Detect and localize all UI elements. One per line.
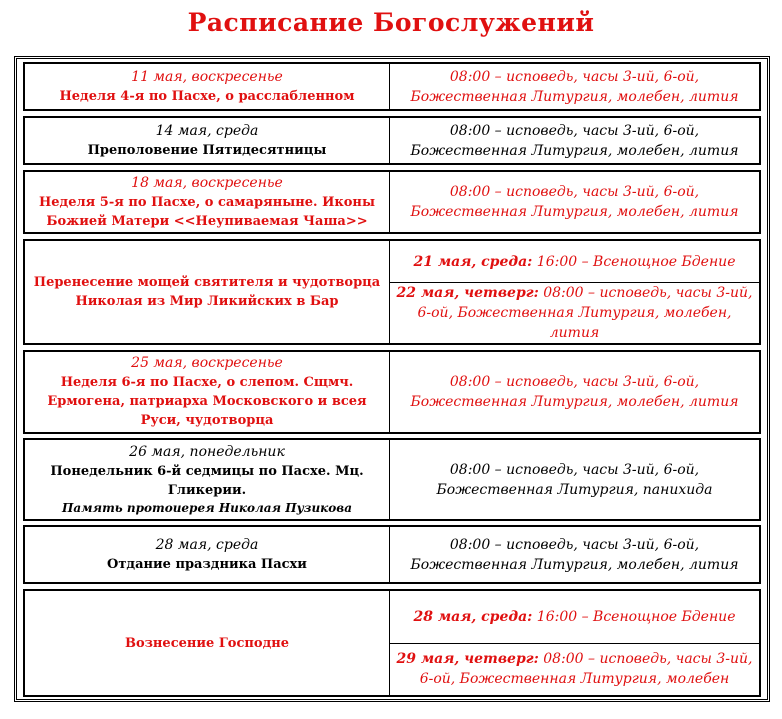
- day-cell: [25, 527, 390, 582]
- memorial-note: Память протоиерея Николая Пузикова: [62, 500, 352, 515]
- day-cell: [25, 352, 390, 432]
- services-text: 08:00 – исповедь, часы 3-ий, 6-ой, Божественная Литургия, молебен, лития: [410, 122, 739, 159]
- service-detail: 16:00 – Всенощное Бдение: [532, 253, 736, 270]
- service-day: 29 мая, четверг:: [396, 651, 539, 668]
- feast-title: Неделя 5-я по Пасхе, о самаряныне. Иконы Божией Матери <<Неупиваемая Чаша>>: [39, 194, 375, 229]
- date-text: 28 мая, среда: [155, 536, 259, 553]
- services-text: 08:00 – исповедь, часы 3-ий, 6-ой, Божественная Литургия, молебен, лития: [410, 68, 739, 105]
- feast-title: Понедельник 6-й седмицы по Пасхе. Мц. Гликерии.: [50, 463, 364, 498]
- service-day: 22 мая, четверг:: [396, 285, 539, 301]
- schedule-table: [14, 56, 770, 702]
- page-title: Расписание Богослужений: [187, 8, 595, 37]
- services-cell: [390, 64, 759, 109]
- services-text: 08:00 – исповедь, часы 3-ий, 6-ой, Божественная Литургия, молебен, лития: [410, 536, 739, 573]
- feast-title: Отдание праздника Пасхи: [107, 556, 307, 572]
- date-text: 26 мая, понедельник: [129, 443, 285, 460]
- services-text: [414, 252, 736, 272]
- service-day: 21 мая, среда:: [413, 253, 533, 270]
- services-cell: [390, 118, 759, 163]
- services-cell: [390, 440, 759, 519]
- schedule-row: [23, 170, 761, 234]
- schedule-row: [23, 239, 761, 345]
- services-cell: [390, 352, 759, 432]
- service-detail: 08:00 – исповедь, часы 3-ий, 6-ой, Божественная Литургия, молебен: [419, 651, 753, 688]
- schedule-row: [23, 350, 761, 434]
- day-cell: [25, 172, 390, 232]
- services-cell: [390, 643, 759, 696]
- services-text: [396, 283, 753, 343]
- day-cell: [25, 440, 390, 519]
- day-cell: [25, 118, 390, 163]
- service-day: 28 мая, среда:: [413, 608, 533, 625]
- date-text: 11 мая, воскресенье: [131, 68, 283, 85]
- day-cell: [25, 591, 390, 695]
- services-text: [414, 607, 736, 627]
- services-text: [396, 649, 753, 689]
- day-cell: [25, 241, 390, 343]
- services-text: 08:00 – исповедь, часы 3-ий, 6-ой, Божественная Литургия, молебен, лития: [410, 184, 739, 220]
- feast-title: Неделя 6-я по Пасхе, о слепом. Сщмч. Ермогена, патриарха Московского и всея Руси, чудотворца: [47, 375, 367, 428]
- schedule-row: [23, 525, 761, 584]
- feast-title: Преполовение Пятидесятницы: [87, 142, 327, 158]
- schedule-row: [23, 589, 761, 697]
- service-detail: 16:00 – Всенощное Бдение: [532, 608, 736, 625]
- date-text: 25 мая, воскресенье: [131, 355, 283, 371]
- schedule-row: [23, 62, 761, 111]
- services-text: 08:00 – исповедь, часы 3-ий, 6-ой, Божественная Литургия, молебен, лития: [410, 374, 739, 410]
- services-cell: [390, 282, 759, 343]
- feast-title: Вознесение Господне: [124, 635, 290, 651]
- date-text: 18 мая, воскресенье: [131, 174, 283, 191]
- services-cell: [390, 241, 759, 282]
- services-cell: [390, 527, 759, 582]
- feast-title: Неделя 4-я по Пасхе, о расслабленном: [59, 88, 355, 104]
- schedule-row: [23, 438, 761, 521]
- service-detail: 08:00 – исповедь, часы 3-ий, 6-ой, Божественная Литургия, молебен, лития: [417, 285, 753, 341]
- feast-title: Перенесение мощей святителя и чудотворца Николая из Мир Ликийских в Бар: [33, 275, 381, 309]
- services-cell: [390, 172, 759, 232]
- day-cell: [25, 64, 390, 109]
- date-text: 14 мая, среда: [155, 122, 259, 139]
- services-text: 08:00 – исповедь, часы 3-ий, 6-ой, Божественная Литургия, панихида: [436, 461, 713, 498]
- schedule-row: [23, 116, 761, 165]
- services-cell: [390, 591, 759, 643]
